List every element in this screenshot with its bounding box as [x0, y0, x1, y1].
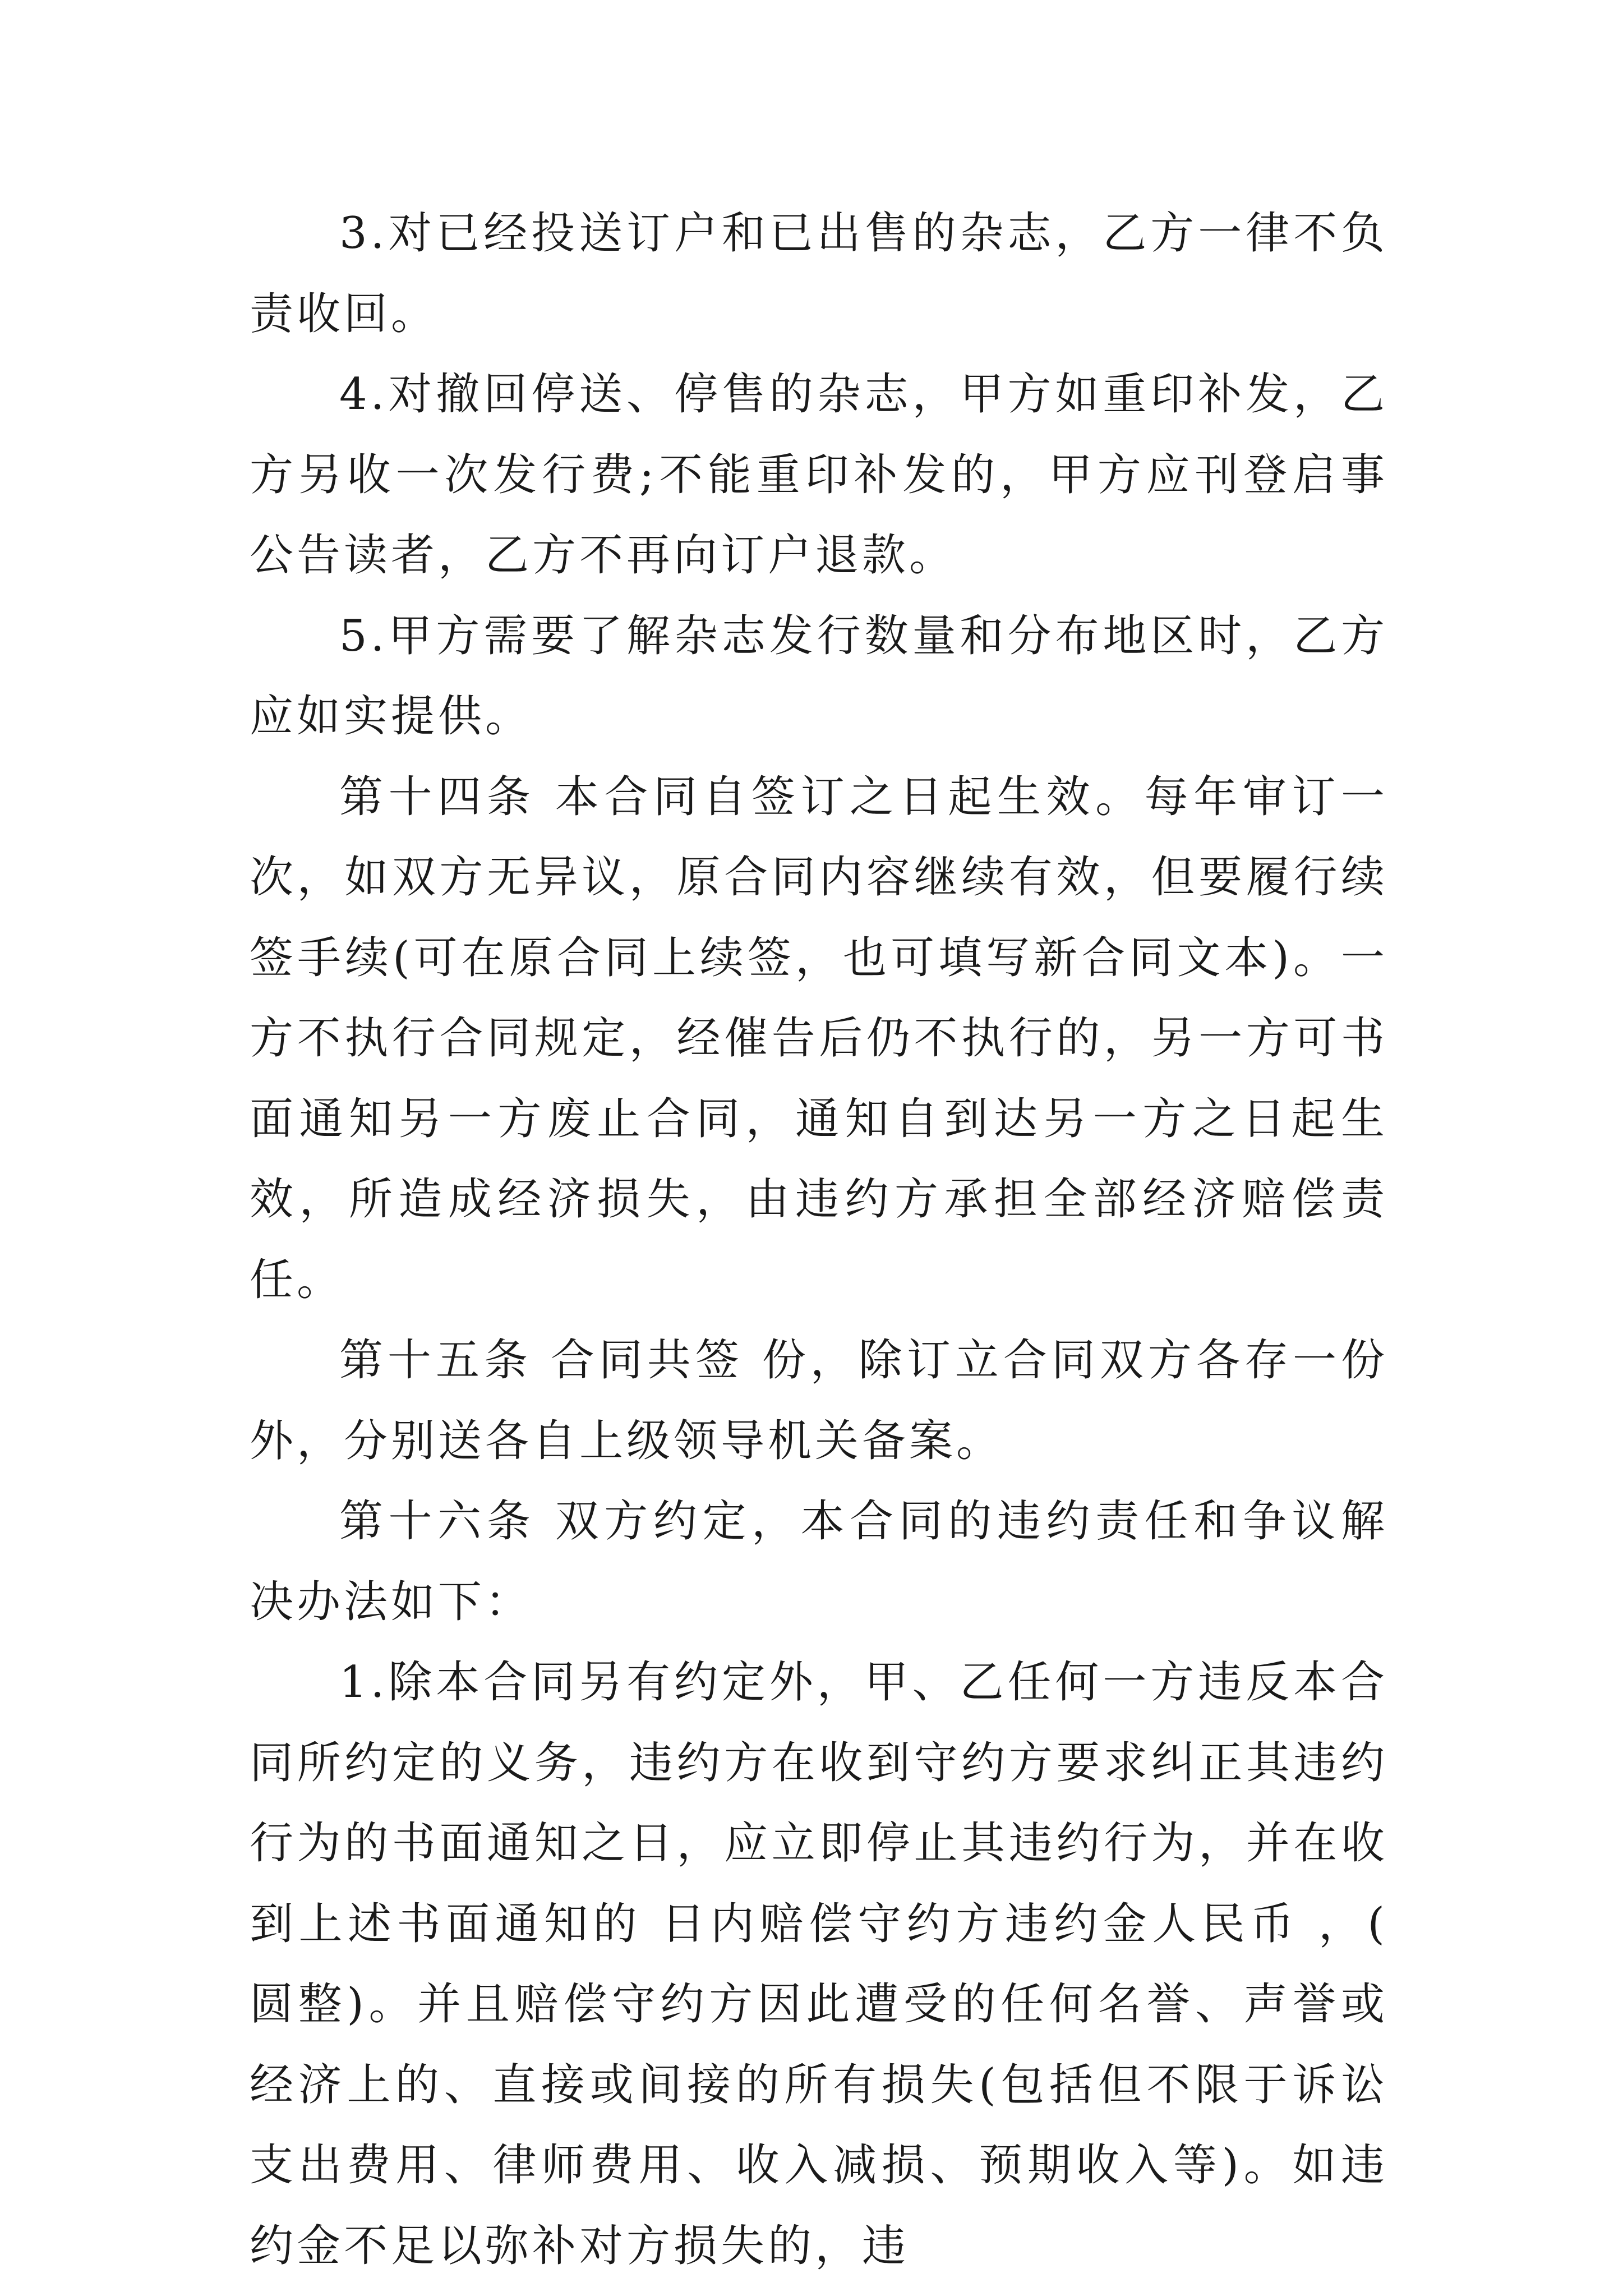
paragraph-item-3: 3.对已经投送订户和已出售的杂志，乙方一律不负责收回。 — [250, 208, 1388, 339]
document-body — [250, 194, 1388, 2286]
paragraph-article-14: 第十四条 本合同自签订之日起生效。每年审订一次，如双方无异议，原合同内容继续有效，但要履行续签手续(可在原合同上续签，也可填写新合同文本)。一方不执行合同规定，经催告后仍不执行的，另一方可书面通知另一方废止合同，通知自到达另一方之日起生效，所造成经济损失，由违约方承担全部经济赔偿责任。 — [250, 771, 1388, 1305]
paragraph-item-4: 4.对撤回停送、停售的杂志，甲方如重印补发，乙方另收一次发行费;不能重印补发的，甲方应刊登启事公告读者，乙方不再向订户退款。 — [250, 369, 1388, 581]
paragraph-article-16-item-1: 1.除本合同另有约定外，甲、乙任何一方违反本合同所约定的义务，违约方在收到守约方要求纠正其违约行为的书面通知之日，应立即停止其违约行为，并在收到上述书面通知的 日内赔偿守约方违约金人民币 ，( 圆整)。并且赔偿守约方因此遭受的任何名誉、声誉或经济上的、直接或间接的所有损失(包括但不限于诉讼支出费用、律师费用、收入减损、预期收入等)。如违约金不足以弥补对方损失的，违 — [250, 1657, 1388, 2271]
paragraph-article-15: 第十五条 合同共签 份，除订立合同双方各存一份外，分别送各自上级领导机关备案。 — [250, 1335, 1388, 1466]
paragraph-item-5: 5.甲方需要了解杂志发行数量和分布地区时，乙方应如实提供。 — [250, 610, 1388, 742]
paragraph-article-16: 第十六条 双方约定，本合同的违约责任和争议解决办法如下： — [250, 1496, 1388, 1627]
